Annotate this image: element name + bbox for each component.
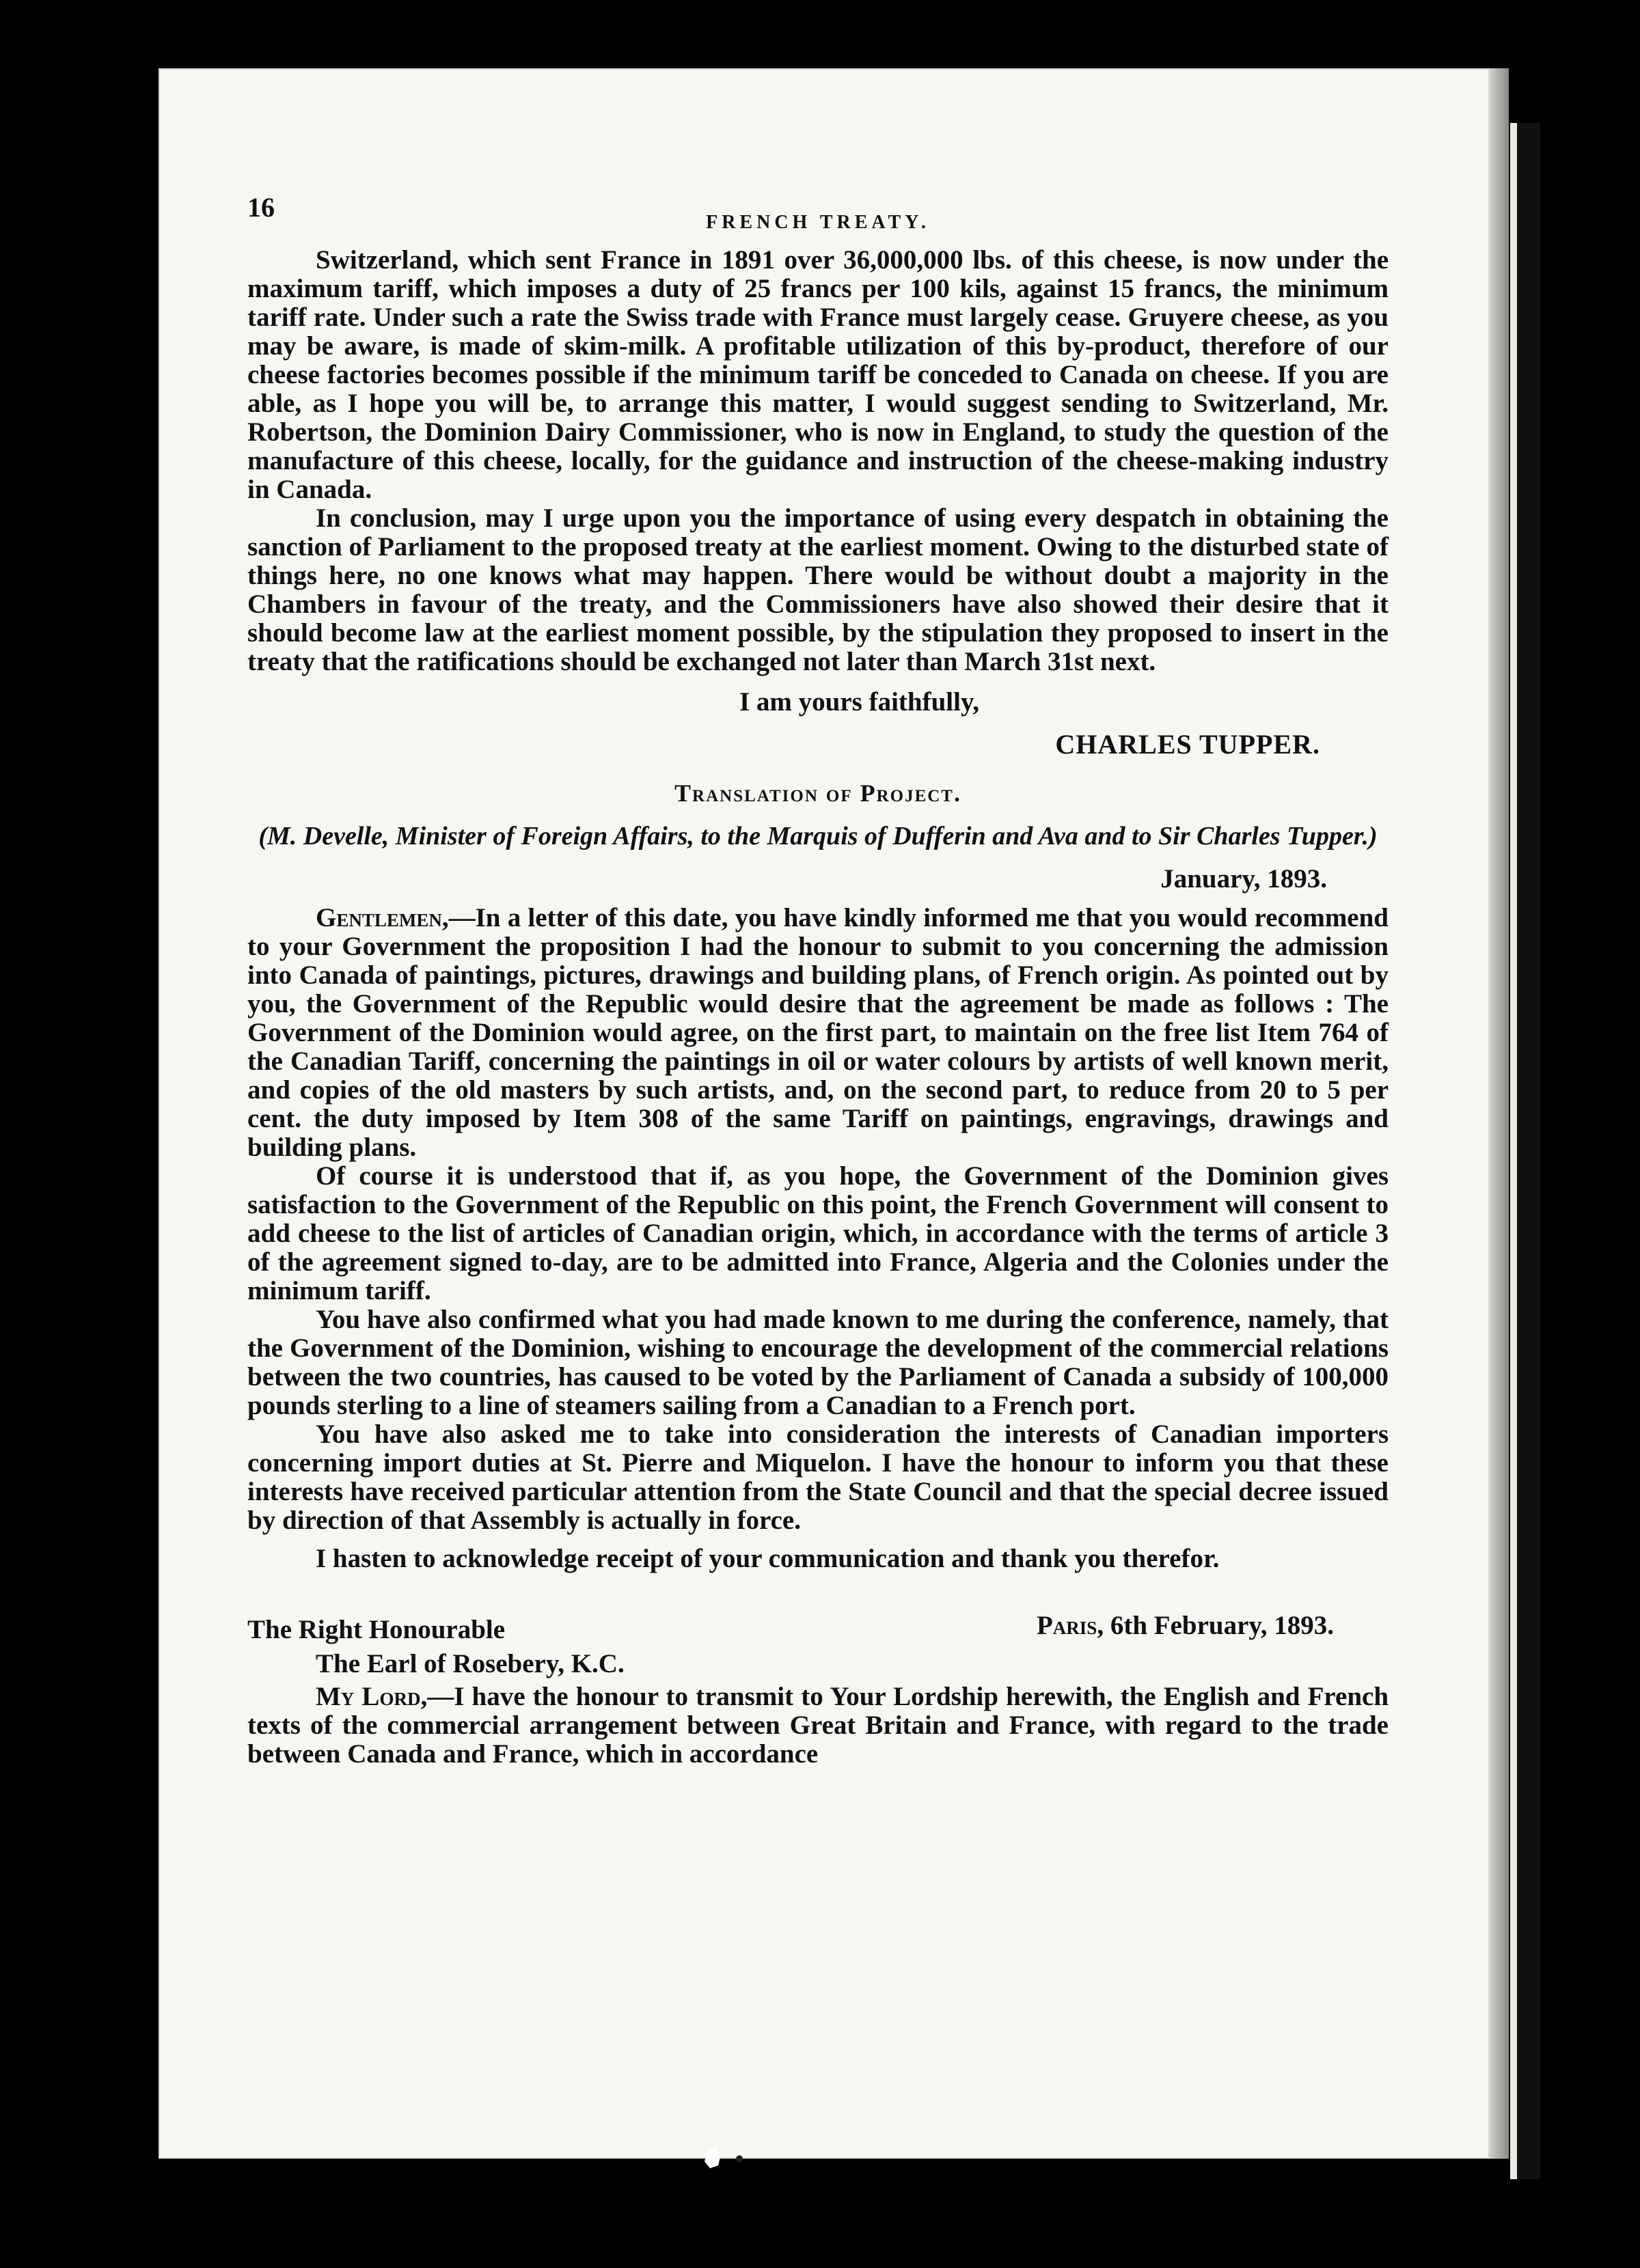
correspondence-note: (M. Develle, Minister of Foreign Affairs, to the Marquis of Dufferin and Ava and to Sir Charles Tupper.) [258,822,1378,850]
document-page [159,68,1490,2159]
paragraph-text: —I have the honour to transmit to Your Lordship herewith, the English and French texts of the commercial arrangement between Great Britain and France, with regard to the trade between Canada and France, which in accordance [247,1682,1389,1769]
body-paragraph: You have also asked me to take into consideration the interests of Canadian importers concerning import duties at St. Pierre and Miquelon. I have the honour to inform you that these interests have received particular attention from the State Council and that the special decree issued by direction of that Assembly is actually in force. [247,1420,1389,1535]
paragraph-text: —In a letter of this date, you have kindly informed me that you would recommend to your Government the proposition I had the honour to submit to you concerning the admission into Canada of paintings, pictures, drawings and building plans, of French origin. As pointed out by you, the Government of the Republic would desire that the agreement be made as follows : The Government of the Dominion would agree, on the first part, to maintain on the free list Item 764 of the Canadian Tariff, concerning the paintings in oil or water colours by artists of well known merit, and copies of the old masters by such artists, and, on the second part, to reduce from 20 to 5 per cent. the duty imposed by Item 308 of the same Tariff on paintings, engravings, drawings and building plans. [247,903,1389,1162]
addressee-line: The Right Honourable [247,1615,506,1644]
page-content [247,191,1389,1769]
body-paragraph: Switzerland, which sent France in 1891 over 36,000,000 lbs. of this cheese, is now under the maximum tariff, which imposes a duty of 25 francs per 100 kils, against 15 francs, the minimum tariff rate. Under such a rate the Swiss trade with France must largely cease. Gruyere cheese, as you may be aware, is made of skim-milk. A profitable utilization of this by-product, therefore of our cheese factories becomes possible if the minimum tariff be conceded to Canada on cheese. If you are able, as I hope you will be, to arrange this matter, I would suggest sending to Switzerland, Mr. Robertson, the Dominion Dairy Commissioner, who is now in England, to study the question of the manufacture of this cheese, locally, for the guidance and instruction of the cheese-making industry in Canada. [247,245,1389,504]
closing-salutation: I am yours faithfully, [739,687,980,717]
body-paragraph: In conclusion, may I urge upon you the importance of using every despatch in obtaining the sanction of Parliament to the proposed treaty at the earliest moment. Owing to the disturbed state of things here, no one knows what may happen. There would be without doubt a majority in the Chambers in favour of the treaty, and the Commissioners have also showed their desire that it should become law at the earliest moment possible, by the stipulation they proposed to insert in the treaty that the ratifications should be exchanged not later than March 31st next. [247,503,1389,676]
body-paragraph: I hasten to acknowledge receipt of your communication and thank you therefor. [316,1544,1220,1573]
section-title: Translation of Project. [674,779,961,807]
body-paragraph [247,1683,1389,1769]
body-paragraph [247,904,1389,1162]
page-number: 16 [247,192,275,223]
addressee-line: The Earl of Rosebery, K.C. [316,1649,625,1678]
paper-specks [702,2145,756,2186]
book-binding [1510,123,1540,2179]
opening-word: Gentlemen, [316,903,449,932]
signature: CHARLES TUPPER. [1055,729,1320,760]
date: 6th February, 1893. [1110,1611,1334,1640]
body-paragraph: Of course it is understood that if, as you hope, the Government of the Dominion gives satisfaction to the Government of the Republic on this point, the French Government will consent to add cheese to the list of articles of Canadian origin, which, in accordance with the terms of article 3 of the agreement signed to-day, are to be admitted into France, Algeria and the Colonies under the minimum tariff. [247,1161,1389,1305]
place-date [1037,1610,1334,1641]
running-head: FRENCH TREATY. [706,212,930,233]
page-edge [1490,68,1509,2159]
page-header [247,191,1389,246]
letter-date: January, 1893. [1160,864,1327,894]
place: Paris, [1036,1611,1104,1640]
body-paragraph: You have also confirmed what you had made known to me during the conference, namely, that the Government of the Dominion, wishing to encourage the development of the commercial relations between the two countries, has caused to be voted by the Parliament of Canada a subsidy of 100,000 pounds sterling to a line of steamers sailing from a Canadian to a French port. [247,1305,1389,1420]
address-block [247,1611,1389,1683]
opening-word: My Lord, [316,1682,428,1711]
